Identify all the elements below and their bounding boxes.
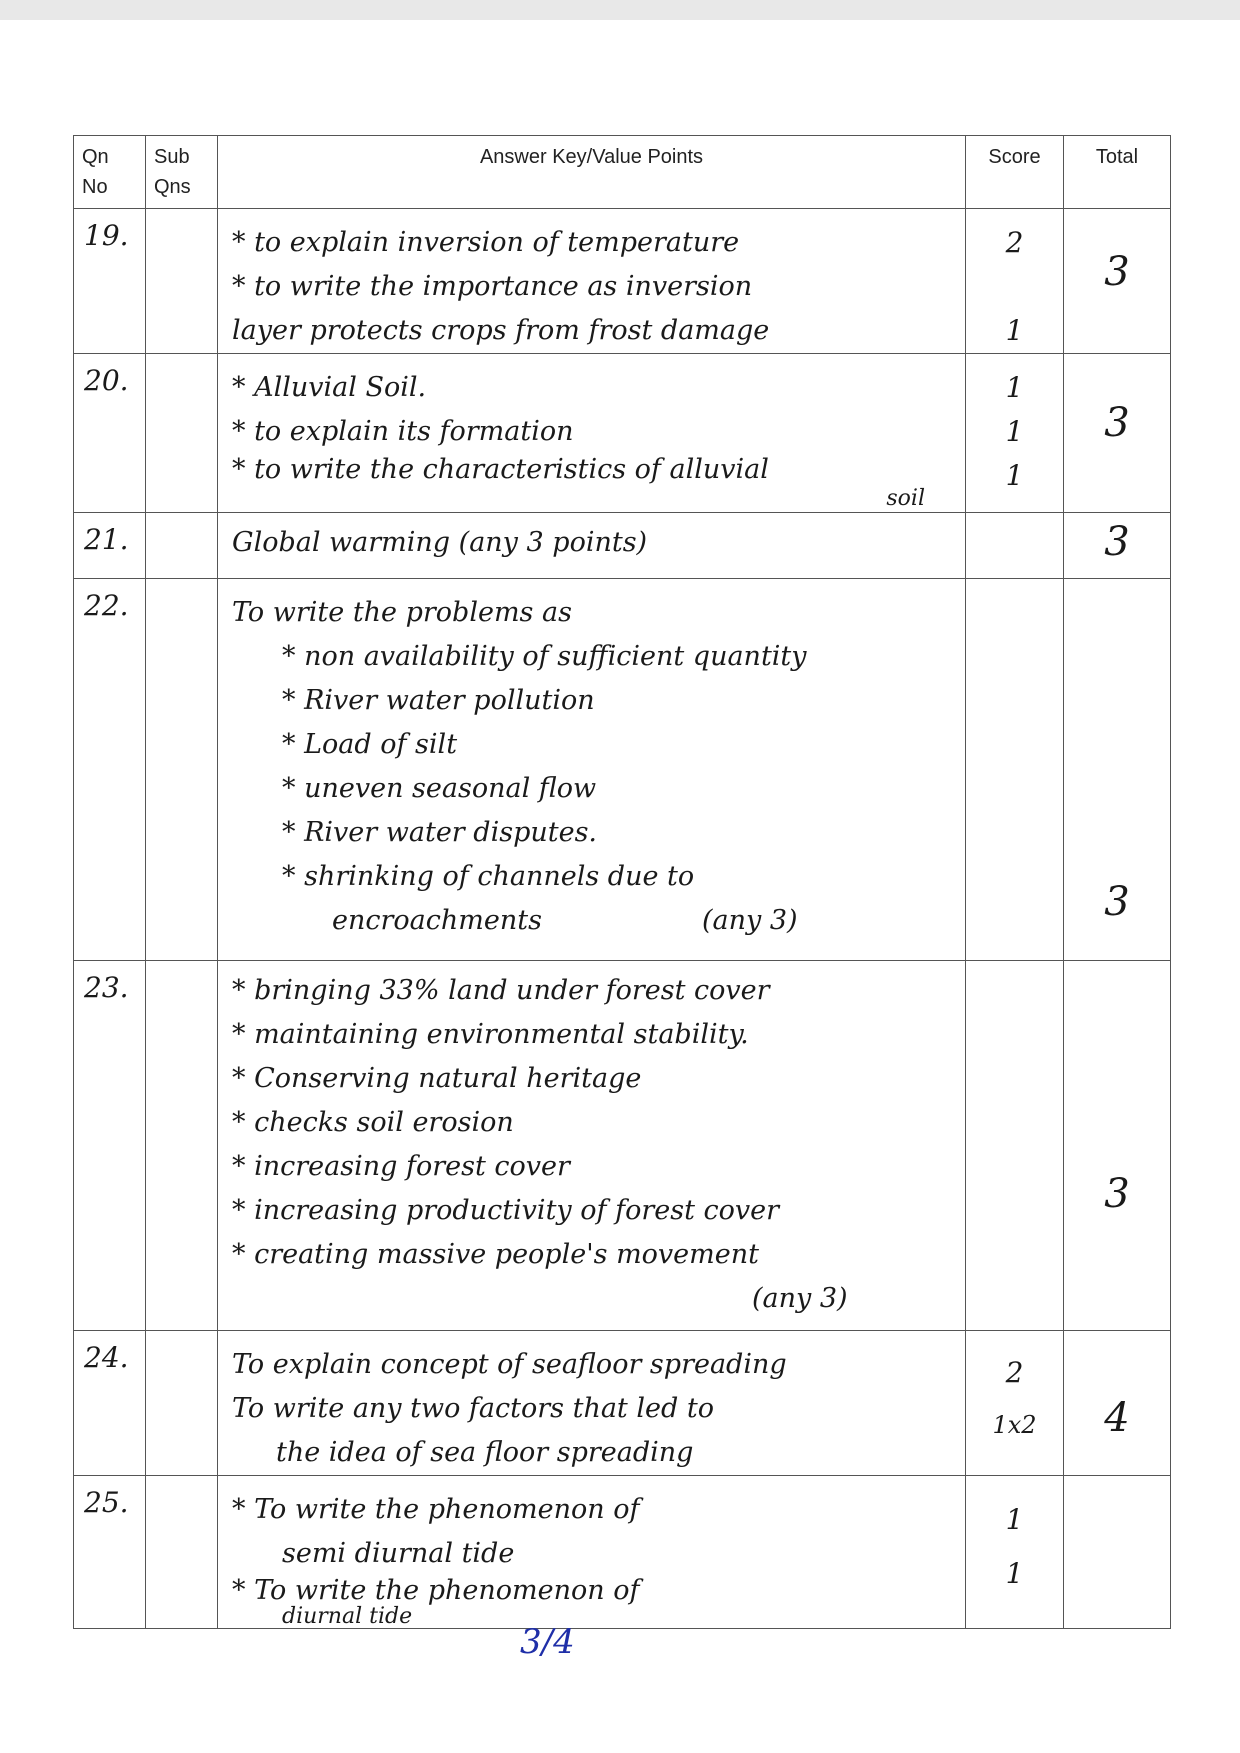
answer-cell <box>218 961 966 1331</box>
answer-line: * Alluvial Soil. <box>232 372 427 403</box>
answer-key-sheet <box>73 135 1170 1629</box>
answer-line: * maintaining environmental stability. <box>232 1019 749 1050</box>
score-value: 1 <box>1005 459 1024 492</box>
score-cell <box>966 579 1064 961</box>
header-row <box>74 136 1171 209</box>
score-value: 1 <box>1005 371 1024 404</box>
total-value: 3 <box>1104 1171 1130 1217</box>
qn-cell: 22. <box>74 579 146 961</box>
answer-line: * to explain inversion of temperature <box>232 227 740 258</box>
total-cell <box>1064 1476 1171 1629</box>
answer-line: * non availability of sufficient quantity <box>282 641 807 672</box>
header-qn: Qn No <box>74 136 146 209</box>
answer-line <box>232 899 965 943</box>
answer-line: soil <box>886 486 925 511</box>
score-value: 2 <box>1005 226 1024 259</box>
answer-line: * increasing productivity of forest cover <box>232 1195 780 1226</box>
answer-line: To write any two factors that led to <box>232 1393 714 1424</box>
sub-cell <box>146 354 218 513</box>
score-value: 2 <box>1005 1356 1024 1389</box>
row-24 <box>74 1331 1171 1476</box>
answer-line: diurnal tide <box>282 1604 413 1629</box>
row-22 <box>74 579 1171 961</box>
sub-cell <box>146 1331 218 1476</box>
total-cell <box>1064 354 1171 513</box>
answer-line: * Conserving natural heritage <box>232 1063 642 1094</box>
sub-cell <box>146 579 218 961</box>
answer-line: * Load of silt <box>282 729 458 760</box>
total-cell <box>1064 1331 1171 1476</box>
answer-line: * to write the characteristics of alluvial <box>232 454 769 485</box>
row-23 <box>74 961 1171 1331</box>
score-value: 1x2 <box>992 1411 1037 1439</box>
row-19 <box>74 209 1171 354</box>
answer-line: Global warming (any 3 points) <box>232 527 648 558</box>
answer-line: * To write the phenomenon of <box>232 1494 640 1525</box>
answer-cell <box>218 209 966 354</box>
answer-line: * River water pollution <box>282 685 595 716</box>
score-value: 1 <box>1005 1503 1024 1536</box>
answer-line: * to write the importance as inversion <box>232 271 753 302</box>
total-cell <box>1064 579 1171 961</box>
score-value: 1 <box>1005 1557 1024 1590</box>
qn-cell: 21. <box>74 513 146 579</box>
answer-line: semi diurnal tide <box>282 1538 515 1569</box>
answer-cell <box>218 1476 966 1629</box>
page-number: 3/4 <box>520 1622 575 1662</box>
score-cell <box>966 354 1064 513</box>
answer-text: encroachments <box>332 905 542 936</box>
answer-line: layer protects crops from frost damage <box>232 315 770 346</box>
total-cell <box>1064 513 1171 579</box>
total-value: 3 <box>1104 400 1130 446</box>
score-value <box>966 265 1063 309</box>
answer-line: To write the problems as <box>232 597 572 628</box>
score-value: 1 <box>1005 314 1024 347</box>
qn-cell: 19. <box>74 209 146 354</box>
any-note: (any 3) <box>702 905 798 936</box>
answer-line: * River water disputes. <box>282 817 598 848</box>
total-cell <box>1064 961 1171 1331</box>
answer-line: To explain concept of seafloor spreading <box>232 1349 787 1380</box>
score-value: 1 <box>1005 415 1024 448</box>
header-total: Total <box>1064 136 1171 209</box>
answer-line: * to explain its formation <box>232 416 574 447</box>
header-sub: Sub Qns <box>146 136 218 209</box>
answer-line: * creating massive people's movement <box>232 1239 759 1270</box>
answer-line: * bringing 33% land under forest cover <box>232 975 770 1006</box>
qn-cell: 24. <box>74 1331 146 1476</box>
scan-top-band <box>0 0 1240 20</box>
row-21 <box>74 513 1171 579</box>
total-value: 3 <box>1104 519 1130 565</box>
total-cell <box>1064 209 1171 354</box>
score-cell <box>966 209 1064 354</box>
qn-cell: 23. <box>74 961 146 1331</box>
total-value: 3 <box>1104 879 1130 925</box>
score-cell <box>966 1476 1064 1629</box>
answer-line: * shrinking of channels due to <box>282 861 695 892</box>
total-value: 4 <box>1104 1395 1130 1441</box>
score-cell <box>966 961 1064 1331</box>
sub-cell <box>146 1476 218 1629</box>
answer-line: * increasing forest cover <box>232 1151 570 1182</box>
score-cell <box>966 513 1064 579</box>
answer-key-table <box>73 135 1171 1629</box>
sub-cell <box>146 209 218 354</box>
qn-cell: 25. <box>74 1476 146 1629</box>
answer-cell <box>218 1331 966 1476</box>
row-25 <box>74 1476 1171 1629</box>
header-score: Score <box>966 136 1064 209</box>
answer-line: the idea of sea floor spreading <box>276 1437 694 1468</box>
answer-line: (any 3) <box>752 1283 848 1314</box>
header-answer: Answer Key/Value Points <box>218 136 966 209</box>
qn-cell: 20. <box>74 354 146 513</box>
answer-cell <box>218 513 966 579</box>
answer-line: * uneven seasonal flow <box>282 773 597 804</box>
total-value: 3 <box>1104 249 1130 295</box>
answer-line: * checks soil erosion <box>232 1107 514 1138</box>
score-cell <box>966 1331 1064 1476</box>
sub-cell <box>146 961 218 1331</box>
answer-cell <box>218 579 966 961</box>
answer-cell <box>218 354 966 513</box>
answer-line: * To write the phenomenon of <box>232 1575 640 1606</box>
sub-cell <box>146 513 218 579</box>
row-20 <box>74 354 1171 513</box>
